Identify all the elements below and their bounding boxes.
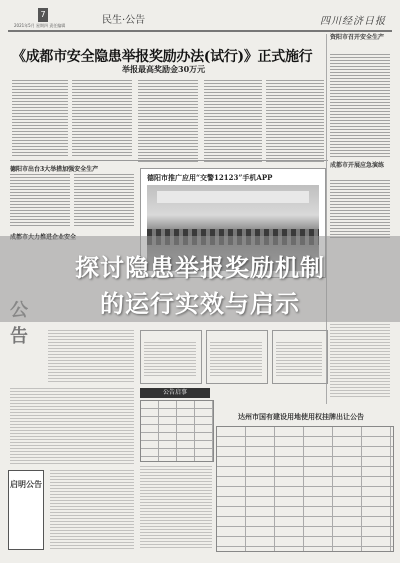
right-column	[330, 34, 392, 404]
main-subheadline: 举报最高奖励金30万元	[122, 64, 206, 74]
masthead	[8, 8, 392, 32]
notice-text-3	[276, 342, 322, 378]
left-story-text-2	[74, 174, 134, 228]
article-column-5	[266, 80, 324, 162]
main-headline: 《成都市安全隐患举报奖励办法(试行)》正式施行	[12, 49, 313, 65]
notice-small-table	[140, 400, 214, 462]
right-column-text-3	[330, 324, 390, 398]
lower-text-1	[48, 330, 134, 382]
land-notice-table	[216, 426, 394, 552]
date-line: 2021年5月 星期四 责任编辑	[14, 23, 66, 28]
article-column-4	[204, 80, 262, 162]
right-column-text-2	[330, 180, 390, 240]
article-column-3	[138, 80, 198, 162]
notice-text-4	[140, 466, 212, 550]
notice-tab: 告	[10, 326, 28, 347]
photo-banner	[157, 191, 309, 203]
notice-logo: 启明公告	[8, 470, 44, 550]
section-number: 7	[38, 8, 48, 22]
photo-story-title: 德阳市推广应用“交警12123”手机APP	[147, 173, 273, 182]
overlay-title-line-2: 的运行实效与启示	[100, 290, 300, 318]
right-column-headline-2: 成都市开展应急演练	[330, 162, 385, 169]
article-column-1	[12, 80, 68, 156]
left-story-text-1	[10, 174, 70, 228]
lower-left-text	[10, 388, 134, 464]
divider	[10, 160, 328, 161]
left-story-headline-1: 德阳市出台3大举措加强安全生产	[10, 166, 99, 173]
article-column-2	[72, 80, 132, 156]
notice-text-2	[210, 342, 262, 378]
right-column-text-1	[330, 54, 390, 158]
right-column-headline-1: 资阳市召开安全生产	[330, 34, 385, 41]
notice-band: 公告启事	[140, 388, 210, 398]
notice-text-1	[144, 342, 196, 378]
bottom-left-text	[50, 470, 134, 550]
section-name: 民生·公告	[102, 15, 146, 26]
overlay-title-line-1: 探讨隐患举报奖励机制	[75, 254, 325, 282]
paper-name: 四川经济日报	[320, 16, 386, 27]
land-notice-title: 达州市国有建设用地使用权挂牌出让公告	[238, 412, 364, 421]
